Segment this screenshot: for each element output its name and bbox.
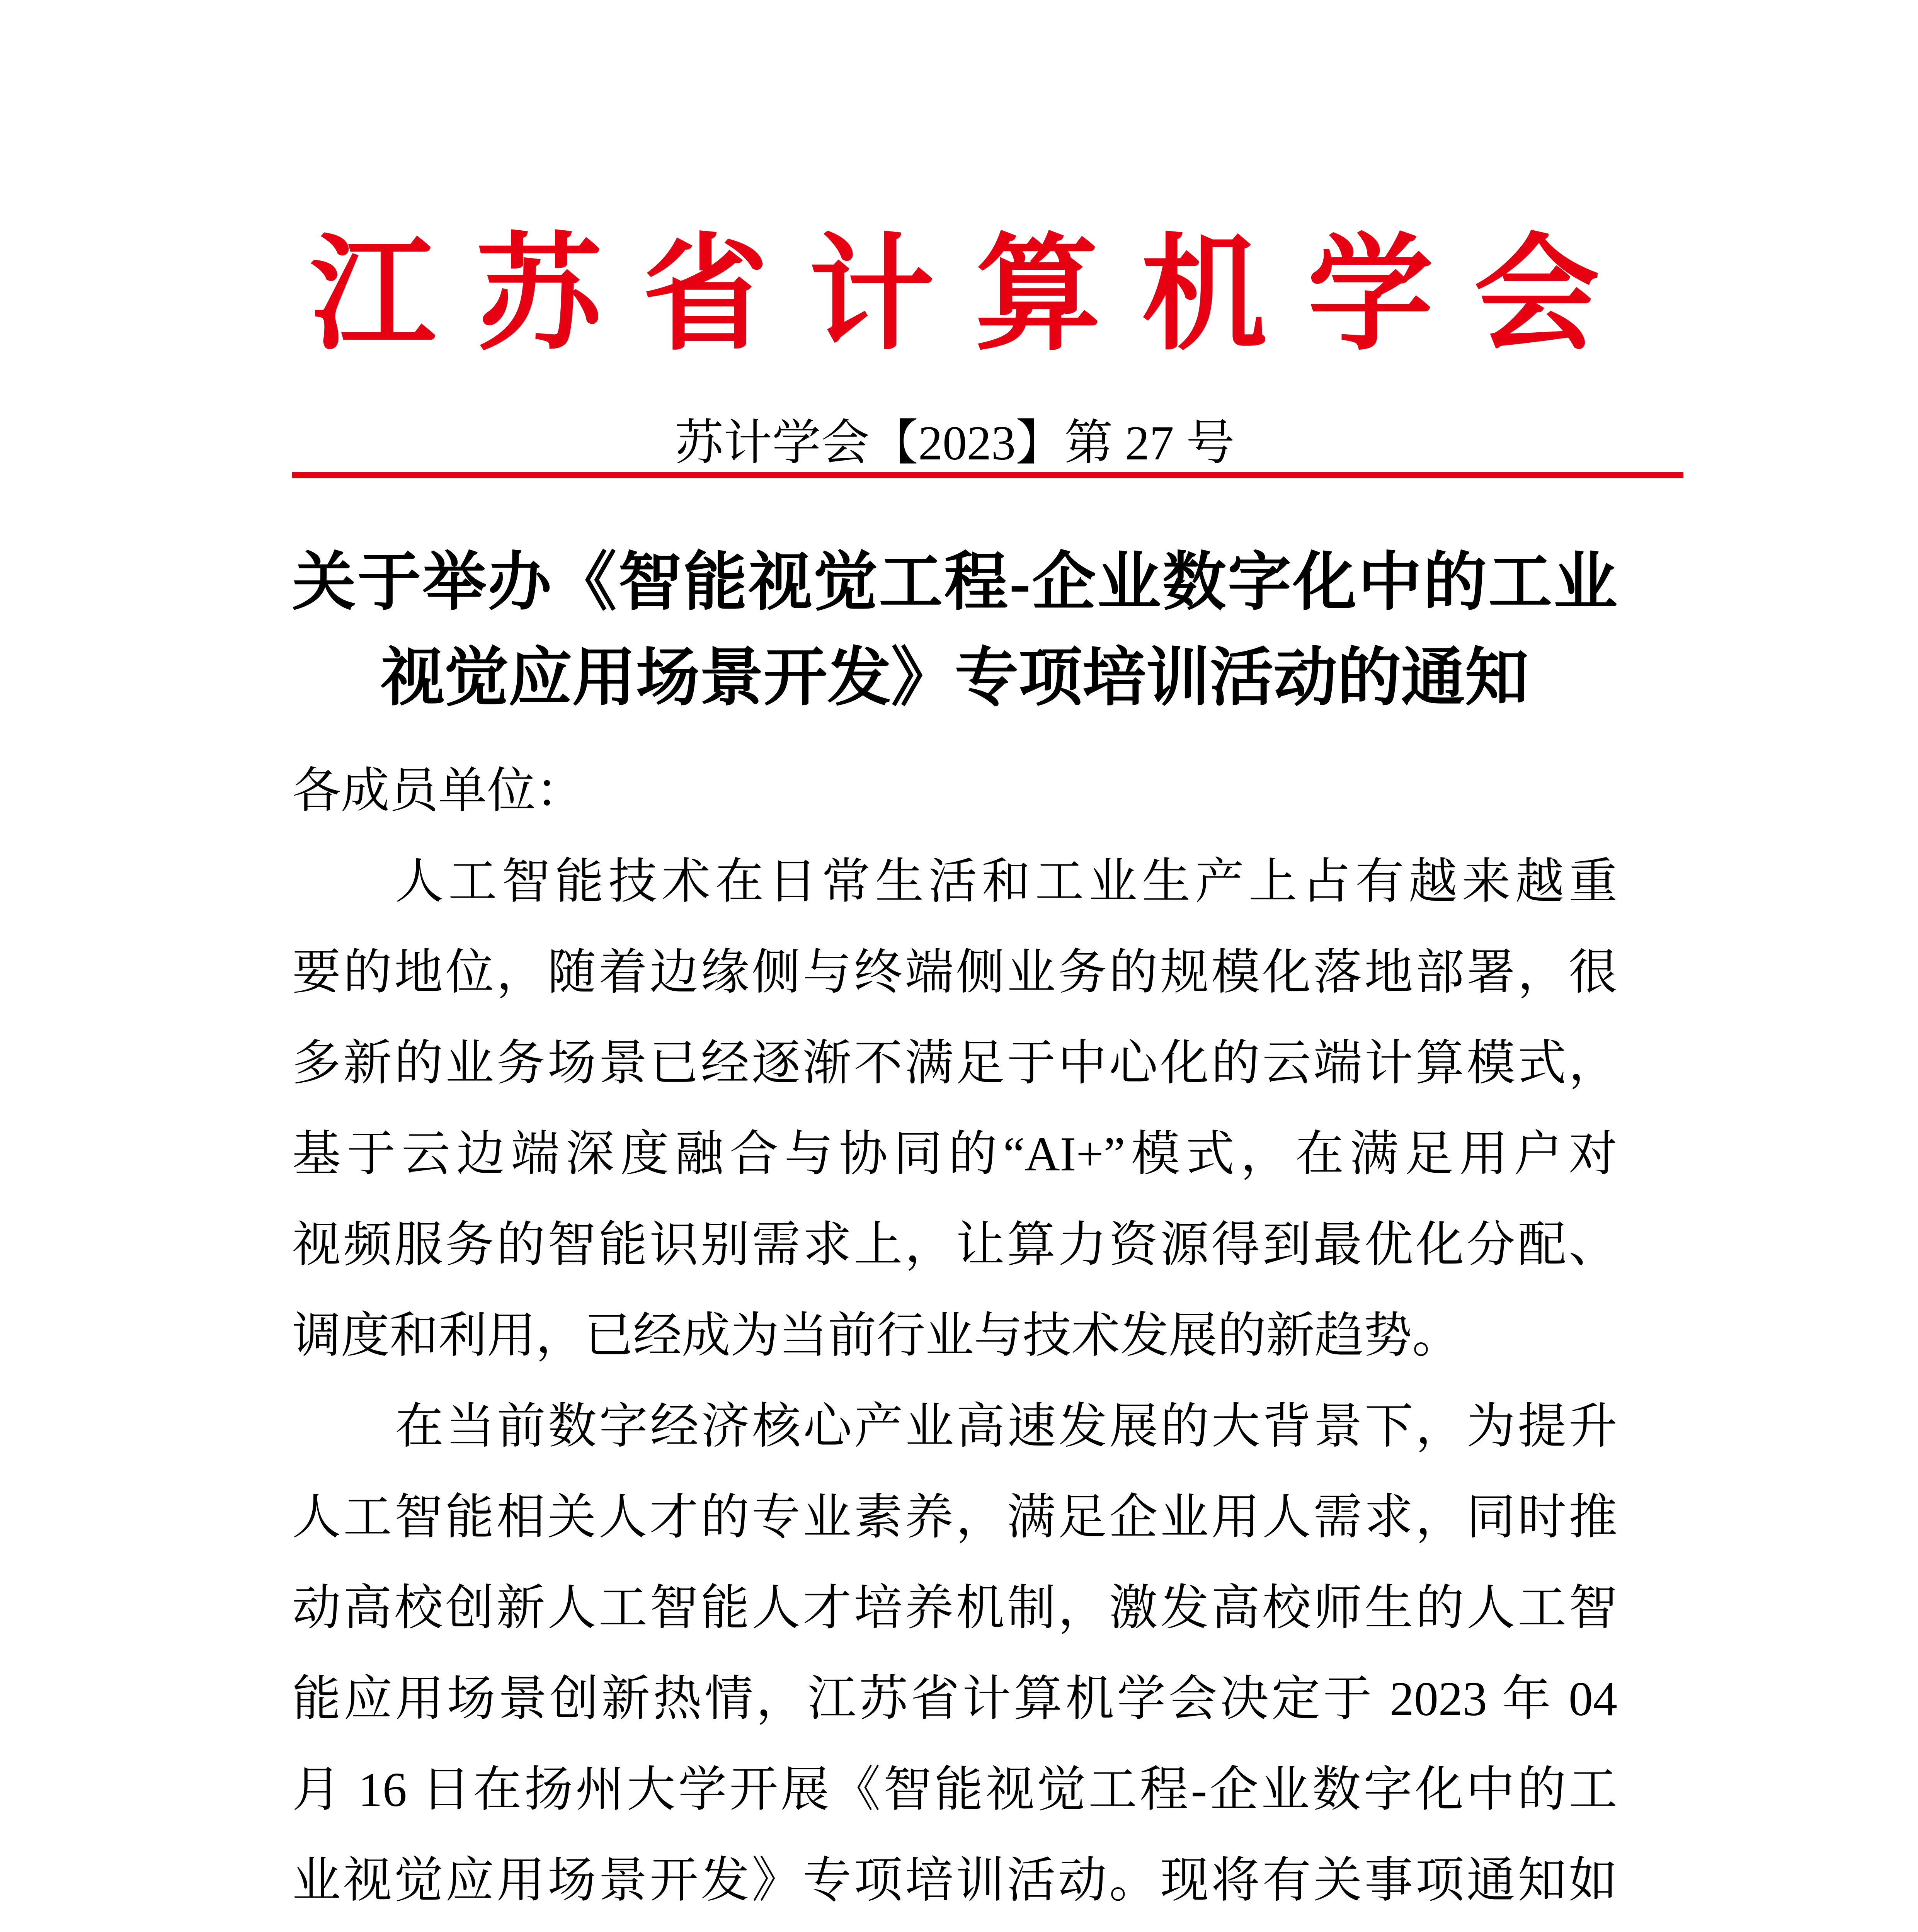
paragraph-line: 多新的业务场景已经逐渐不满足于中心化的云端计算模式，: [292, 1037, 1617, 1090]
paragraph-line: 在当前数字经济核心产业高速发展的大背景下，为提升: [395, 1400, 1617, 1454]
paragraph-line: 能应用场景创新热情，江苏省计算机学会决定于 2023 年 04: [292, 1672, 1617, 1726]
paragraph-line: 调度和利用，已经成为当前行业与技术发展的新趋势。: [292, 1309, 1461, 1363]
title-line: 视觉应用场景开发》专项培训活动的通知: [381, 643, 1529, 713]
document-number: 苏计学会【2023】第 27 号: [675, 417, 1235, 470]
paragraph-line: 动高校创新人工智能人才培养机制，激发高校师生的人工智: [292, 1582, 1617, 1635]
title-line: 关于举办《智能视觉工程-企业数字化中的工业: [292, 547, 1617, 618]
paragraph: [292, 1381, 1617, 1932]
document-body: [292, 746, 1617, 1932]
paragraph-line: 月 16 日在扬州大学开展《智能视觉工程-企业数字化中的工: [292, 1763, 1617, 1817]
paragraph-line: 要的地位，随着边缘侧与终端侧业务的规模化落地部署，很: [292, 946, 1617, 1000]
paragraph-line: 基于云边端深度融合与协同的“AI+”模式，在满足用户对: [292, 1128, 1617, 1181]
paragraph-line: [292, 1926, 1617, 1932]
paragraph-line: 业视觉应用场景开发》专项培训活动。现将有关事项通知如: [292, 1854, 1617, 1908]
paragraph-line: 视频服务的智能识别需求上，让算力资源得到最优化分配、: [292, 1218, 1617, 1272]
paragraph-line: 人工智能技术在日常生活和工业生产上占有越来越重: [395, 855, 1617, 909]
paragraph-line: 人工智能相关人才的专业素养，满足企业用人需求，同时推: [292, 1491, 1617, 1544]
salutation: 各成员单位：: [292, 764, 584, 818]
org-name-header: 江 苏 省 计 算 机 学 会: [310, 226, 1600, 365]
red-divider-line: [292, 472, 1683, 478]
document-title: [292, 535, 1617, 726]
paragraph: [292, 837, 1617, 1381]
